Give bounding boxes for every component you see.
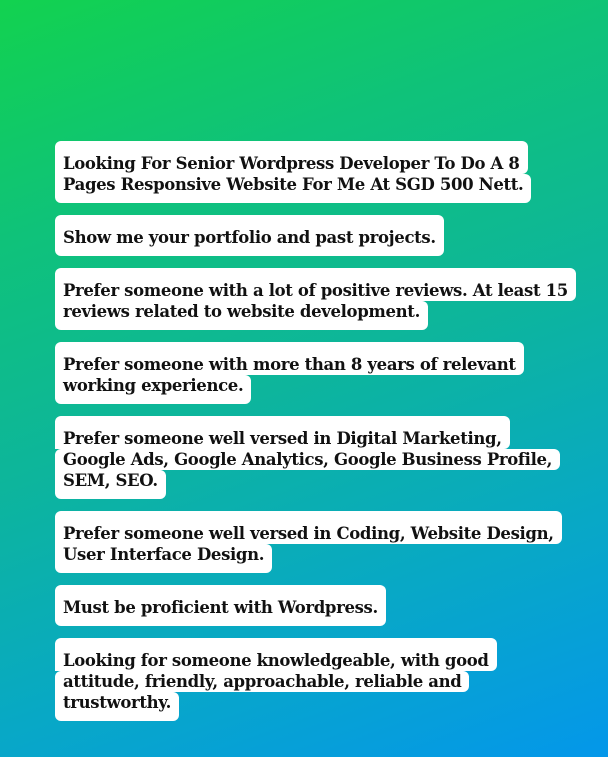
text-line: reviews related to website development. <box>55 301 428 330</box>
text-line: Looking for someone knowledgeable, with good <box>55 638 497 671</box>
paragraph-attitude <box>55 638 555 721</box>
text-line: Looking For Senior Wordpress Developer To Do A 8 <box>55 141 528 174</box>
text-line: User Interface Design. <box>55 544 272 573</box>
paragraph-experience <box>55 342 555 404</box>
text-line: Show me your portfolio and past projects. <box>55 215 444 256</box>
text-line: Prefer someone with more than 8 years of relevant <box>55 342 524 375</box>
text-line: Must be proficient with Wordpress. <box>55 585 386 626</box>
paragraph-coding <box>55 511 555 573</box>
paragraph-reviews <box>55 268 568 330</box>
text-line: Pages Responsive Website For Me At SGD 500 Nett. <box>55 174 531 203</box>
text-line: trustworthy. <box>55 692 179 721</box>
text-line: Prefer someone with a lot of positive reviews. At least 15 <box>55 268 576 301</box>
paragraph-marketing <box>55 416 555 499</box>
paragraph-wordpress <box>55 585 555 626</box>
text-line: working experience. <box>55 375 251 404</box>
text-line: SEM, SEO. <box>55 470 166 499</box>
text-line: Google Ads, Google Analytics, Google Business Profile, <box>55 449 560 470</box>
text-line: Prefer someone well versed in Digital Marketing, <box>55 416 510 449</box>
text-line: Prefer someone well versed in Coding, Website Design, <box>55 511 562 544</box>
text-post <box>55 141 568 733</box>
paragraph-portfolio <box>55 215 555 256</box>
paragraph-title <box>55 141 555 203</box>
text-line: attitude, friendly, approachable, reliable and <box>55 671 469 692</box>
